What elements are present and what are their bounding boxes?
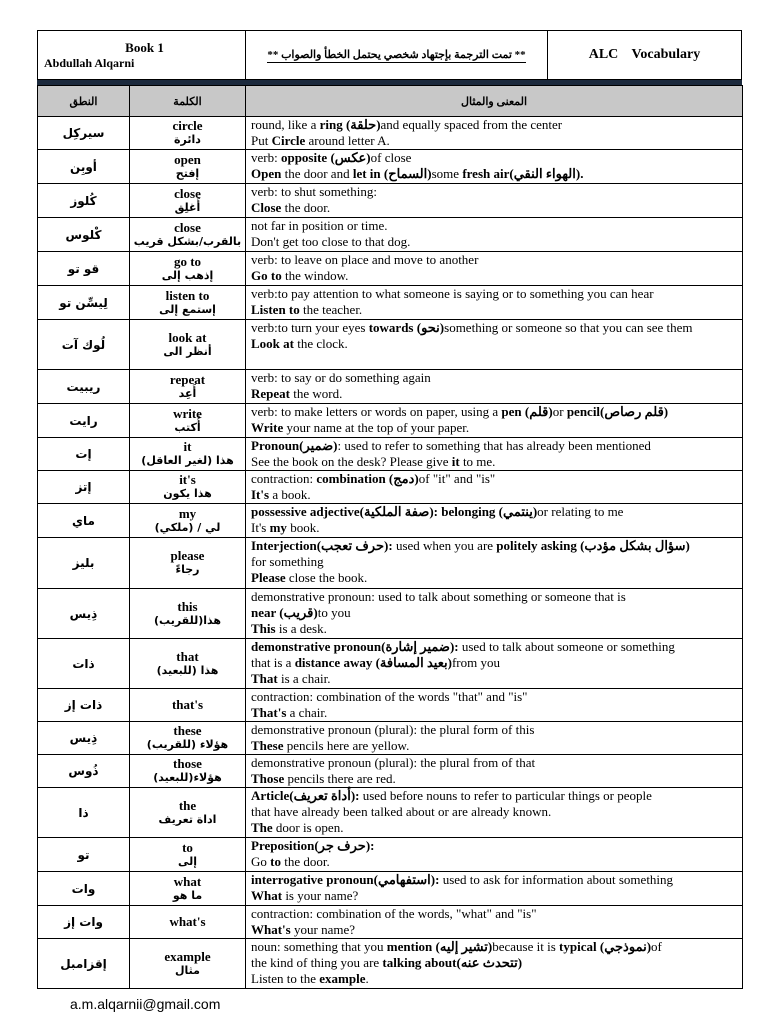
pronunciation-cell: إتز (38, 471, 130, 504)
meaning-cell (246, 722, 743, 755)
meaning-cell (246, 438, 743, 471)
word-cell (130, 252, 246, 286)
english-word: these (173, 723, 202, 738)
english-word: go to (173, 253, 202, 269)
meaning-cell (246, 639, 743, 689)
table-row (38, 589, 743, 639)
word-cell (130, 320, 246, 370)
meaning-line: that have already been talked about or are already known. (251, 804, 552, 819)
word-cell (130, 404, 246, 438)
meaning-line: contraction: combination of the words "that" and "is" (251, 689, 528, 704)
pronunciation-cell: ذا (38, 788, 130, 838)
vocabulary-table (37, 85, 743, 989)
meaning-cell (246, 755, 743, 788)
english-word: look at (168, 329, 207, 345)
meaning-line: noun: something that you mention (تشير إليه)because it is typical (نموذجي)of (251, 939, 662, 954)
meaning-line: It's a book. (251, 487, 311, 502)
meaning-line: Don't get too close to that dog. (251, 234, 411, 249)
english-word: that (176, 648, 199, 664)
arabic-translation: رجاءً (175, 563, 200, 576)
column-header-meaning: المعنى والمثال (246, 86, 743, 117)
meaning-cell (246, 370, 743, 404)
pronunciation-cell: لِيسِّن تو (38, 286, 130, 320)
arabic-translation: هؤلاء(للبعيد) (153, 771, 222, 784)
vocabulary-title-text: ALC Vocabulary (588, 47, 701, 62)
word-cell (130, 184, 246, 218)
meaning-line: Article(أداة تعريف): used before nouns to refer to particular things or people (251, 788, 652, 803)
pronunciation-cell: ذُوس (38, 755, 130, 788)
word-cell (130, 906, 246, 939)
table-row (38, 438, 743, 471)
document-header (37, 30, 742, 80)
meaning-line: Write your name at the top of your paper. (251, 420, 470, 435)
pronunciation-cell: إقزامبل (38, 939, 130, 989)
table-row (38, 504, 743, 538)
arabic-translation: بالقرب/بشكل قريب (133, 234, 242, 248)
word-cell (130, 438, 246, 471)
arabic-translation: أَغلِق (174, 200, 201, 214)
table-row (38, 538, 743, 589)
word-cell (130, 755, 246, 788)
word-cell (130, 504, 246, 538)
meaning-cell (246, 184, 743, 218)
meaning-line: Please close the book. (251, 570, 368, 585)
pronunciation-cell: كُلوز (38, 184, 130, 218)
meaning-line: verb: to shut something: (251, 184, 378, 199)
english-word: to (182, 839, 193, 855)
english-word: it (183, 439, 192, 454)
word-cell (130, 538, 246, 589)
meaning-cell (246, 471, 743, 504)
word-cell (130, 370, 246, 404)
pronunciation-cell: ذات إز (38, 689, 130, 722)
english-word: my (178, 505, 197, 521)
pronunciation-cell: وات إز (38, 906, 130, 939)
meaning-line: near (قريب)to you (251, 605, 351, 620)
arabic-translation: ما هو (172, 888, 203, 902)
meaning-cell (246, 906, 743, 939)
table-row (38, 117, 743, 150)
pronunciation-cell: إت (38, 438, 130, 471)
pronunciation-cell: ريبيت (38, 370, 130, 404)
author-email: a.m.alqarnii@gmail.com (70, 996, 221, 1012)
meaning-line: Go to the door. (251, 854, 330, 869)
translation-note-text: ** تمت الترجمة بإجتهاد شخصي يحتمل الخطأ والصواب ** (267, 48, 526, 61)
meaning-line: the kind of thing you are talking about(تتحدث عنه) (251, 955, 523, 970)
author-name: Abdullah Alqarni (44, 55, 135, 70)
english-word: close (174, 219, 201, 235)
english-word: it's (179, 472, 196, 487)
arabic-translation: هذا(للقريب) (154, 613, 221, 627)
table-row (38, 939, 743, 989)
pronunciation-cell: تو (38, 838, 130, 872)
meaning-cell (246, 589, 743, 639)
arabic-translation: أَعِد (178, 386, 197, 400)
arabic-translation: إذهب إلى (161, 268, 214, 282)
english-word: what (173, 873, 202, 889)
pronunciation-cell: قو تو (38, 252, 130, 286)
table-row (38, 872, 743, 906)
english-word: listen to (165, 287, 210, 303)
meaning-line: Interjection(حرف تعجب): used when you are politely asking (سؤال بشكل مؤدب) (251, 538, 690, 553)
pronunciation-cell: وات (38, 872, 130, 906)
meaning-line: See the book on the desk? Please give it to me. (251, 454, 496, 469)
arabic-translation: مثال (175, 963, 200, 977)
english-word: example (164, 948, 211, 964)
meaning-cell (246, 320, 743, 370)
arabic-translation: اداة تعريف (158, 812, 217, 826)
table-row (38, 755, 743, 788)
arabic-translation: لي / (ملكي) (154, 520, 221, 534)
word-cell (130, 689, 246, 722)
pronunciation-cell: بليز (38, 538, 130, 589)
book-info (38, 31, 246, 79)
table-row (38, 404, 743, 438)
pronunciation-cell: ماي (38, 504, 130, 538)
table-row (38, 788, 743, 838)
word-cell (130, 639, 246, 689)
pronunciation-cell: ذات (38, 639, 130, 689)
meaning-line: verb: to leave on place and move to another (251, 252, 479, 267)
meaning-line: for something (251, 554, 324, 569)
meaning-line: Pronoun(ضمير): used to refer to something that has already been mentioned (251, 438, 651, 453)
meaning-line: contraction: combination of the words, "what" and "is" (251, 906, 537, 921)
english-word: circle (172, 118, 203, 133)
meaning-line: The door is open. (251, 820, 344, 835)
meaning-line: verb: to make letters or words on paper, using a pen (قلم)or pencil(قلم رصاص) (251, 404, 669, 419)
english-word: write (173, 405, 202, 421)
pronunciation-cell: كْلوس (38, 218, 130, 252)
pronunciation-cell: ذِيس (38, 589, 130, 639)
english-word: please (170, 548, 205, 563)
table-row (38, 906, 743, 939)
arabic-translation: إلى (177, 854, 198, 868)
english-word: close (174, 185, 201, 201)
meaning-cell (246, 404, 743, 438)
meaning-line: Look at the clock. (251, 336, 348, 351)
pronunciation-cell: سيركِل (38, 117, 130, 150)
english-word: open (174, 151, 201, 167)
word-cell (130, 722, 246, 755)
column-header-word: الكلمة (130, 86, 246, 117)
arabic-translation: أنظر الى (163, 344, 212, 358)
column-header-pronunciation: النطق (38, 86, 130, 117)
word-cell (130, 788, 246, 838)
meaning-line: verb: to say or do something again (251, 370, 431, 385)
meaning-cell (246, 252, 743, 286)
table-row (38, 286, 743, 320)
pronunciation-cell: أوبِن (38, 150, 130, 184)
meaning-cell (246, 689, 743, 722)
table-row (38, 471, 743, 504)
arabic-translation: أُكتب (174, 420, 201, 434)
meaning-line: What's your name? (251, 922, 355, 937)
meaning-line: demonstrative pronoun (plural): the plural form of this (251, 722, 535, 737)
translation-note (246, 31, 548, 79)
arabic-translation: هذا (للبعيد) (156, 663, 219, 677)
word-cell (130, 218, 246, 252)
table-header-row (38, 86, 743, 117)
table-row (38, 370, 743, 404)
english-word: that's (171, 697, 204, 712)
meaning-line: demonstrative pronoun(ضمير إشارة): used to talk about someone or something (251, 639, 675, 654)
vocabulary-title (548, 31, 741, 79)
meaning-line: contraction: combination (دمج)of "it" and "is" (251, 471, 496, 486)
meaning-line: possessive adjective(صفة الملكية): belonging (ينتمي)or relating to me (251, 504, 624, 519)
word-cell (130, 589, 246, 639)
meaning-line: Repeat the word. (251, 386, 343, 401)
table-row (38, 639, 743, 689)
pronunciation-cell: لُوك آت (38, 320, 130, 370)
meaning-line: not far in position or time. (251, 218, 388, 233)
arabic-translation: هذا يكون (163, 487, 212, 500)
meaning-cell (246, 788, 743, 838)
vocabulary-rows (38, 117, 743, 989)
meaning-line: Listen to the teacher. (251, 302, 363, 317)
arabic-translation: إفتح (175, 166, 200, 180)
word-cell (130, 838, 246, 872)
table-row (38, 252, 743, 286)
meaning-cell (246, 150, 743, 184)
word-cell (130, 471, 246, 504)
word-cell (130, 117, 246, 150)
meaning-line: verb:to turn your eyes towards (نحو)something or someone so that you can see them (251, 320, 693, 335)
arabic-translation: هؤلاء (للقريب) (146, 738, 229, 751)
meaning-line: that is a distance away (بعيد المسافة)from you (251, 655, 500, 670)
english-word: those (173, 756, 202, 771)
meaning-line: Those pencils there are red. (251, 771, 396, 786)
meaning-line: Close the door. (251, 200, 331, 215)
meaning-line: verb: opposite (عكس)of close (251, 150, 412, 165)
table-row (38, 838, 743, 872)
meaning-cell (246, 117, 743, 150)
meaning-line: verb:to pay attention to what someone is saying or to something you can hear (251, 286, 654, 301)
table-row (38, 218, 743, 252)
meaning-line: Put Circle around letter A. (251, 133, 390, 148)
meaning-cell (246, 939, 743, 989)
english-word: repeat (169, 371, 206, 387)
english-word: this (177, 598, 198, 614)
english-word: the (178, 797, 197, 813)
word-cell (130, 286, 246, 320)
word-cell (130, 939, 246, 989)
meaning-cell (246, 538, 743, 589)
arabic-translation: هذا (لغير العاقل) (141, 454, 234, 467)
meaning-line: That is a chair. (251, 671, 331, 686)
word-cell (130, 872, 246, 906)
meaning-line: It's my book. (251, 520, 320, 535)
word-cell (130, 150, 246, 184)
table-row (38, 150, 743, 184)
meaning-line: Listen to the example. (251, 971, 369, 986)
table-row (38, 722, 743, 755)
meaning-line: Go to the window. (251, 268, 349, 283)
meaning-cell (246, 872, 743, 906)
meaning-line: This is a desk. (251, 621, 327, 636)
meaning-line: These pencils here are yellow. (251, 738, 410, 753)
meaning-line: Open the door and let in (السماح)some fresh air(الهواء النقي). (251, 166, 584, 181)
pronunciation-cell: رايت (38, 404, 130, 438)
meaning-line: round, like a ring (حلقة)and equally spaced from the center (251, 117, 563, 132)
book-title: Book 1 (125, 39, 164, 55)
meaning-line: demonstrative pronoun: used to talk about something or someone that is (251, 589, 626, 604)
meaning-line: demonstrative pronoun (plural): the plural from of that (251, 755, 536, 770)
meaning-line: Preposition(حرف جر): (251, 838, 375, 853)
meaning-cell (246, 286, 743, 320)
table-row (38, 689, 743, 722)
pronunciation-cell: ذِيس (38, 722, 130, 755)
meaning-line: That's a chair. (251, 705, 328, 720)
meaning-cell (246, 218, 743, 252)
table-row (38, 320, 743, 370)
arabic-translation: إستمع إلى (159, 302, 216, 316)
table-row (38, 184, 743, 218)
meaning-line: interrogative pronoun(استفهامي): used to ask for information about something (251, 872, 674, 887)
meaning-cell (246, 838, 743, 872)
meaning-cell (246, 504, 743, 538)
english-word: what's (169, 914, 206, 929)
arabic-translation: دائرة (174, 133, 201, 146)
meaning-line: What is your name? (251, 888, 359, 903)
